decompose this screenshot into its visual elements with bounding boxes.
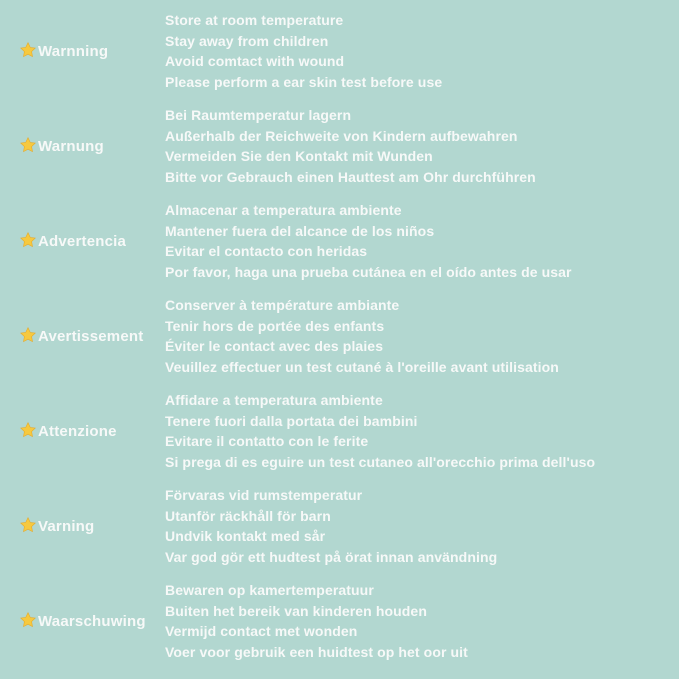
star-icon <box>19 421 37 439</box>
star-icon <box>19 136 37 154</box>
section-label-group <box>0 43 165 60</box>
section-label-group <box>0 138 165 155</box>
star-icon <box>19 611 37 629</box>
warning-line: Almacenar a temperatura ambiente <box>165 202 402 218</box>
warning-line: Tenir hors de portée des enfants <box>165 317 385 334</box>
section-lines <box>165 10 442 92</box>
warning-line: Evitar el contacto con heridas <box>165 243 368 259</box>
warning-line: Vermijd contact met wonden <box>165 623 358 639</box>
warning-line: Außerhalb der Reichweite von Kindern aufbewahren <box>165 127 518 144</box>
section-label: Warnning <box>38 42 109 60</box>
section-warnning <box>0 10 679 92</box>
section-waarschuwing <box>0 580 679 662</box>
star-icon <box>19 231 37 249</box>
section-lines <box>165 105 536 187</box>
section-lines <box>165 485 497 567</box>
section-lines <box>165 295 559 377</box>
section-label-group <box>0 518 165 535</box>
warning-line: Si prega di es eguire un test cutaneo all'orecchio prima dell'uso <box>165 453 596 470</box>
star-icon <box>19 516 37 534</box>
star-icon <box>19 41 37 59</box>
warning-line: Store at room temperature <box>165 12 344 28</box>
star-icon <box>19 326 37 344</box>
warning-line: Por favor, haga una prueba cutánea en el oído antes de usar <box>165 263 572 280</box>
warning-line: Mantener fuera del alcance de los niños <box>165 222 435 239</box>
section-label: Warnung <box>38 137 104 155</box>
warning-line: Förvaras vid rumstemperatur <box>165 487 363 503</box>
section-label: Advertencia <box>38 232 127 250</box>
warning-line: Evitare il contatto con le ferite <box>165 433 369 449</box>
section-advertencia <box>0 200 679 282</box>
warning-line: Utanför räckhåll för barn <box>165 507 331 524</box>
section-label: Varning <box>38 517 95 535</box>
warning-line: Vermeiden Sie den Kontakt mit Wunden <box>165 148 433 164</box>
warning-line: Affidare a temperatura ambiente <box>165 392 383 408</box>
warning-line: Conserver à température ambiante <box>165 297 400 313</box>
section-label-group <box>0 613 165 630</box>
warning-line: Bitte vor Gebrauch einen Hauttest am Ohr durchführen <box>165 168 536 185</box>
section-lines <box>165 200 572 282</box>
section-label: Waarschuwing <box>38 612 146 630</box>
section-label: Attenzione <box>38 422 117 440</box>
section-avertissement <box>0 295 679 377</box>
warning-line: Buiten het bereik van kinderen houden <box>165 602 427 619</box>
section-label-group <box>0 423 165 440</box>
warning-line: Stay away from children <box>165 32 329 49</box>
warning-line: Veuillez effectuer un test cutané à l'oreille avant utilisation <box>165 358 559 375</box>
warning-line: Bei Raumtemperatur lagern <box>165 107 352 123</box>
section-label-group <box>0 233 165 250</box>
warning-line: Avoid comtact with wound <box>165 53 345 69</box>
warning-line: Tenere fuori dalla portata dei bambini <box>165 412 418 429</box>
warning-line: Éviter le contact avec des plaies <box>165 338 384 354</box>
section-varning <box>0 485 679 567</box>
warning-line: Var god gör ett hudtest på örat innan användning <box>165 548 498 565</box>
section-attenzione <box>0 390 679 472</box>
warning-line: Bewaren op kamertemperatuur <box>165 582 374 598</box>
section-lines <box>165 390 595 472</box>
section-label: Avertissement <box>38 327 144 345</box>
warning-line: Please perform a ear skin test before use <box>165 73 443 90</box>
warning-line: Voer voor gebruik een huidtest op het oor uit <box>165 643 468 660</box>
warning-line: Undvik kontakt med sår <box>165 528 326 544</box>
section-warnung <box>0 105 679 187</box>
section-lines <box>165 580 468 662</box>
section-label-group <box>0 328 165 345</box>
